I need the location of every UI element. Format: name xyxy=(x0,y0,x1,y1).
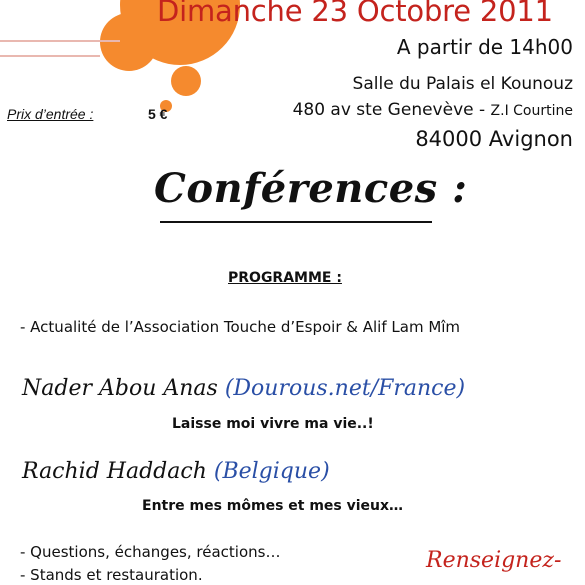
title-underline xyxy=(160,221,432,223)
conferences-title: Conférences : xyxy=(154,165,468,212)
price-label: Prix d’entrée : xyxy=(7,106,94,122)
programme-heading: PROGRAMME : xyxy=(228,270,342,286)
decor-line-2 xyxy=(0,55,100,57)
programme-intro-item: - Actualité de l’Association Touche d’Espoir & Alif Lam Mîm xyxy=(20,318,461,336)
event-date: Dimanche 23 Octobre 2011 xyxy=(157,0,553,28)
speaker-name: Nader Abou Anas xyxy=(22,376,218,401)
info-call-to-action: Renseignez- xyxy=(426,548,562,573)
decor-circle-small xyxy=(171,66,201,96)
event-time: A partir de 14h00 xyxy=(396,35,573,59)
decor-circle-medium xyxy=(100,13,158,71)
decor-line-1 xyxy=(0,40,120,42)
speaker-2 xyxy=(22,459,330,484)
price-value: 5 € xyxy=(148,106,168,122)
bullet-item-2: - Stands et restauration. xyxy=(20,566,203,584)
talk-title-2: Entre mes mômes et mes vieux… xyxy=(142,498,404,514)
event-city: 84000 Avignon xyxy=(415,127,573,151)
event-street xyxy=(293,100,573,120)
speaker-origin: (Belgique) xyxy=(213,459,330,484)
speaker-name: Rachid Haddach xyxy=(22,459,207,484)
talk-title-1: Laisse moi vivre ma vie..! xyxy=(172,416,374,432)
event-venue: Salle du Palais el Kounouz xyxy=(352,74,573,94)
speaker-origin: (Dourous.net/France) xyxy=(224,376,466,401)
bullet-item-1: - Questions, échanges, réactions… xyxy=(20,543,281,561)
street-main: 480 av ste Genevève - xyxy=(292,100,491,120)
speaker-1 xyxy=(22,376,465,401)
street-zone: Z.I Courtine xyxy=(490,103,573,119)
